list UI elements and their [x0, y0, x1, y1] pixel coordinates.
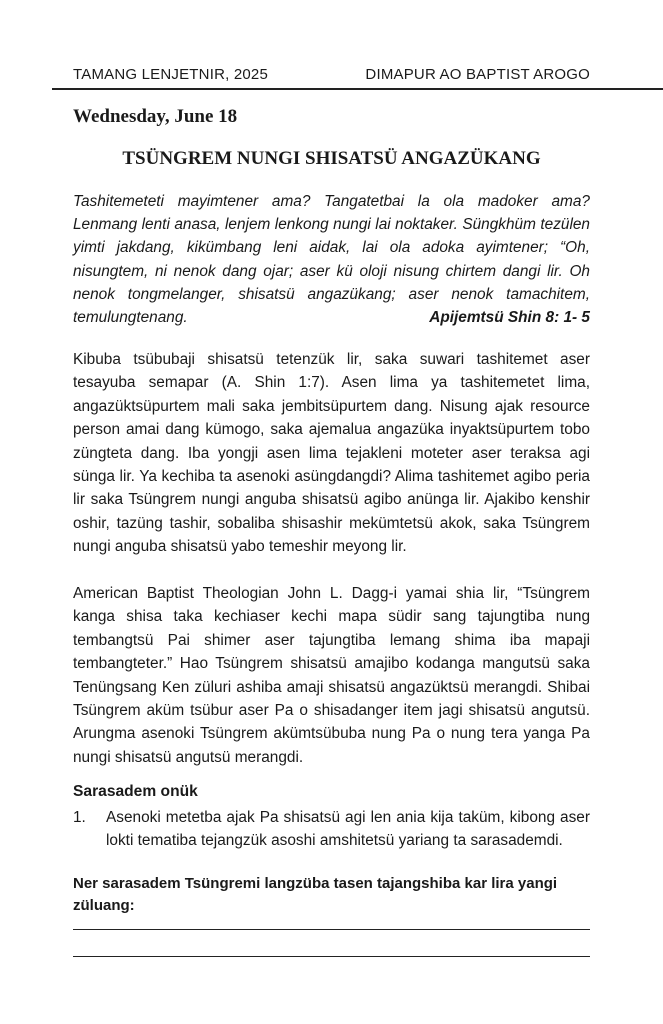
body-paragraph-2: American Baptist Theologian John L. Dagg-i yamai shia lir, “Tsüngrem kanga shisa taka kechiaser kechi mapa südir sang tajungtiba nung tembangtsü Pai shimer aser tajungtiba lemang shima iba mapaji tembangteter.” Hao Tsüngrem shisatsü amajibo kodanga mangutsü saka Tenüngsang Ken züluri ashiba amaji shisatsü angazüktsü merangdi. Shibai Tsüngrem aküm tsübur aser Pa o shisadanger item jagi shisatsü angutsü. Arungma asenoki Tsüngrem akümtsübuba nung Pa o nung tera yanga Pa nungi shisatsü angutsü merangdi. [73, 585, 590, 766]
answer-line-2[interactable] [73, 956, 590, 957]
scripture-verse [73, 190, 590, 329]
verse-text: Tashitemeteti mayimtener ama? Tangatetbai la ola madoker ama? Lenmang lenti anasa, lenjem lenkong nungi lai noktaker. Süngkhüm tezülen yimti jakdang, kikümbang leni aidak, lai ola adoka ayimtener; “Oh, nisungtem, ni nenok dang ojar; aser kü oloji nisung chirtem dangi lir. Oh nenok tongmelanger, shisatsü angazükang; aser nenok tamachitem, temulungtenang. [73, 193, 590, 327]
reflection-heading: Sarasadem onük [73, 783, 198, 800]
page-date: Wednesday, June 18 [73, 106, 238, 127]
running-header [73, 66, 590, 83]
header-divider [52, 88, 663, 90]
verse-reference: Apijemtsü Shin 8: 1- 5 [429, 309, 590, 327]
reflection-item-text: Asenoki metetba ajak Pa shisatsü agi len ania kija taküm, kibong aser lokti tematiba tejangzük asoshi amshitetsü yariang ta sarasademdi. [106, 809, 590, 850]
reflection-item-number: 1. [73, 809, 86, 826]
body-paragraph-1: Kibuba tsübubaji shisatsü tetenzük lir, saka suwari tashitemet aser tesayuba semapar (A. Shin 1:7). Asen lima ya tashitemetet lima, angazüktsüpurtem mali saka jembitsüpurtem dang. Nisung ajak resource person amai dang kümogo, saka ajemalua angazüka inyaktsüpurtem tobo züngteta dang. Iba yongji asen lima tejakleni moteter aser teraksa agi sünga lir. Ya kechiba ta asenoki asüngdangdi? Alima tashitemet agibo peria lir saka Tsüngrem nungi anguba shisatsü agibo anünga lir. Ajakibo kenshir oshir, tazüng tashir, sobaliba shisashir mekümtetsü akok, saka Tsüngrem nungi anguba shisatsü yabo temeshir meyong lir. [73, 351, 590, 556]
writing-prompt: Ner sarasadem Tsüngremi langzüba tasen tajangshiba kar lira yangi züluang: [73, 875, 558, 914]
header-right: DIMAPUR AO BAPTIST AROGO [365, 66, 590, 83]
reflection-item [73, 806, 590, 853]
page-title: TSÜNGREM NUNGI SHISATSÜ ANGAZÜKANG [122, 148, 541, 169]
answer-line-1[interactable] [73, 929, 590, 930]
header-left: TAMANG LENJETNIR, 2025 [73, 66, 269, 83]
